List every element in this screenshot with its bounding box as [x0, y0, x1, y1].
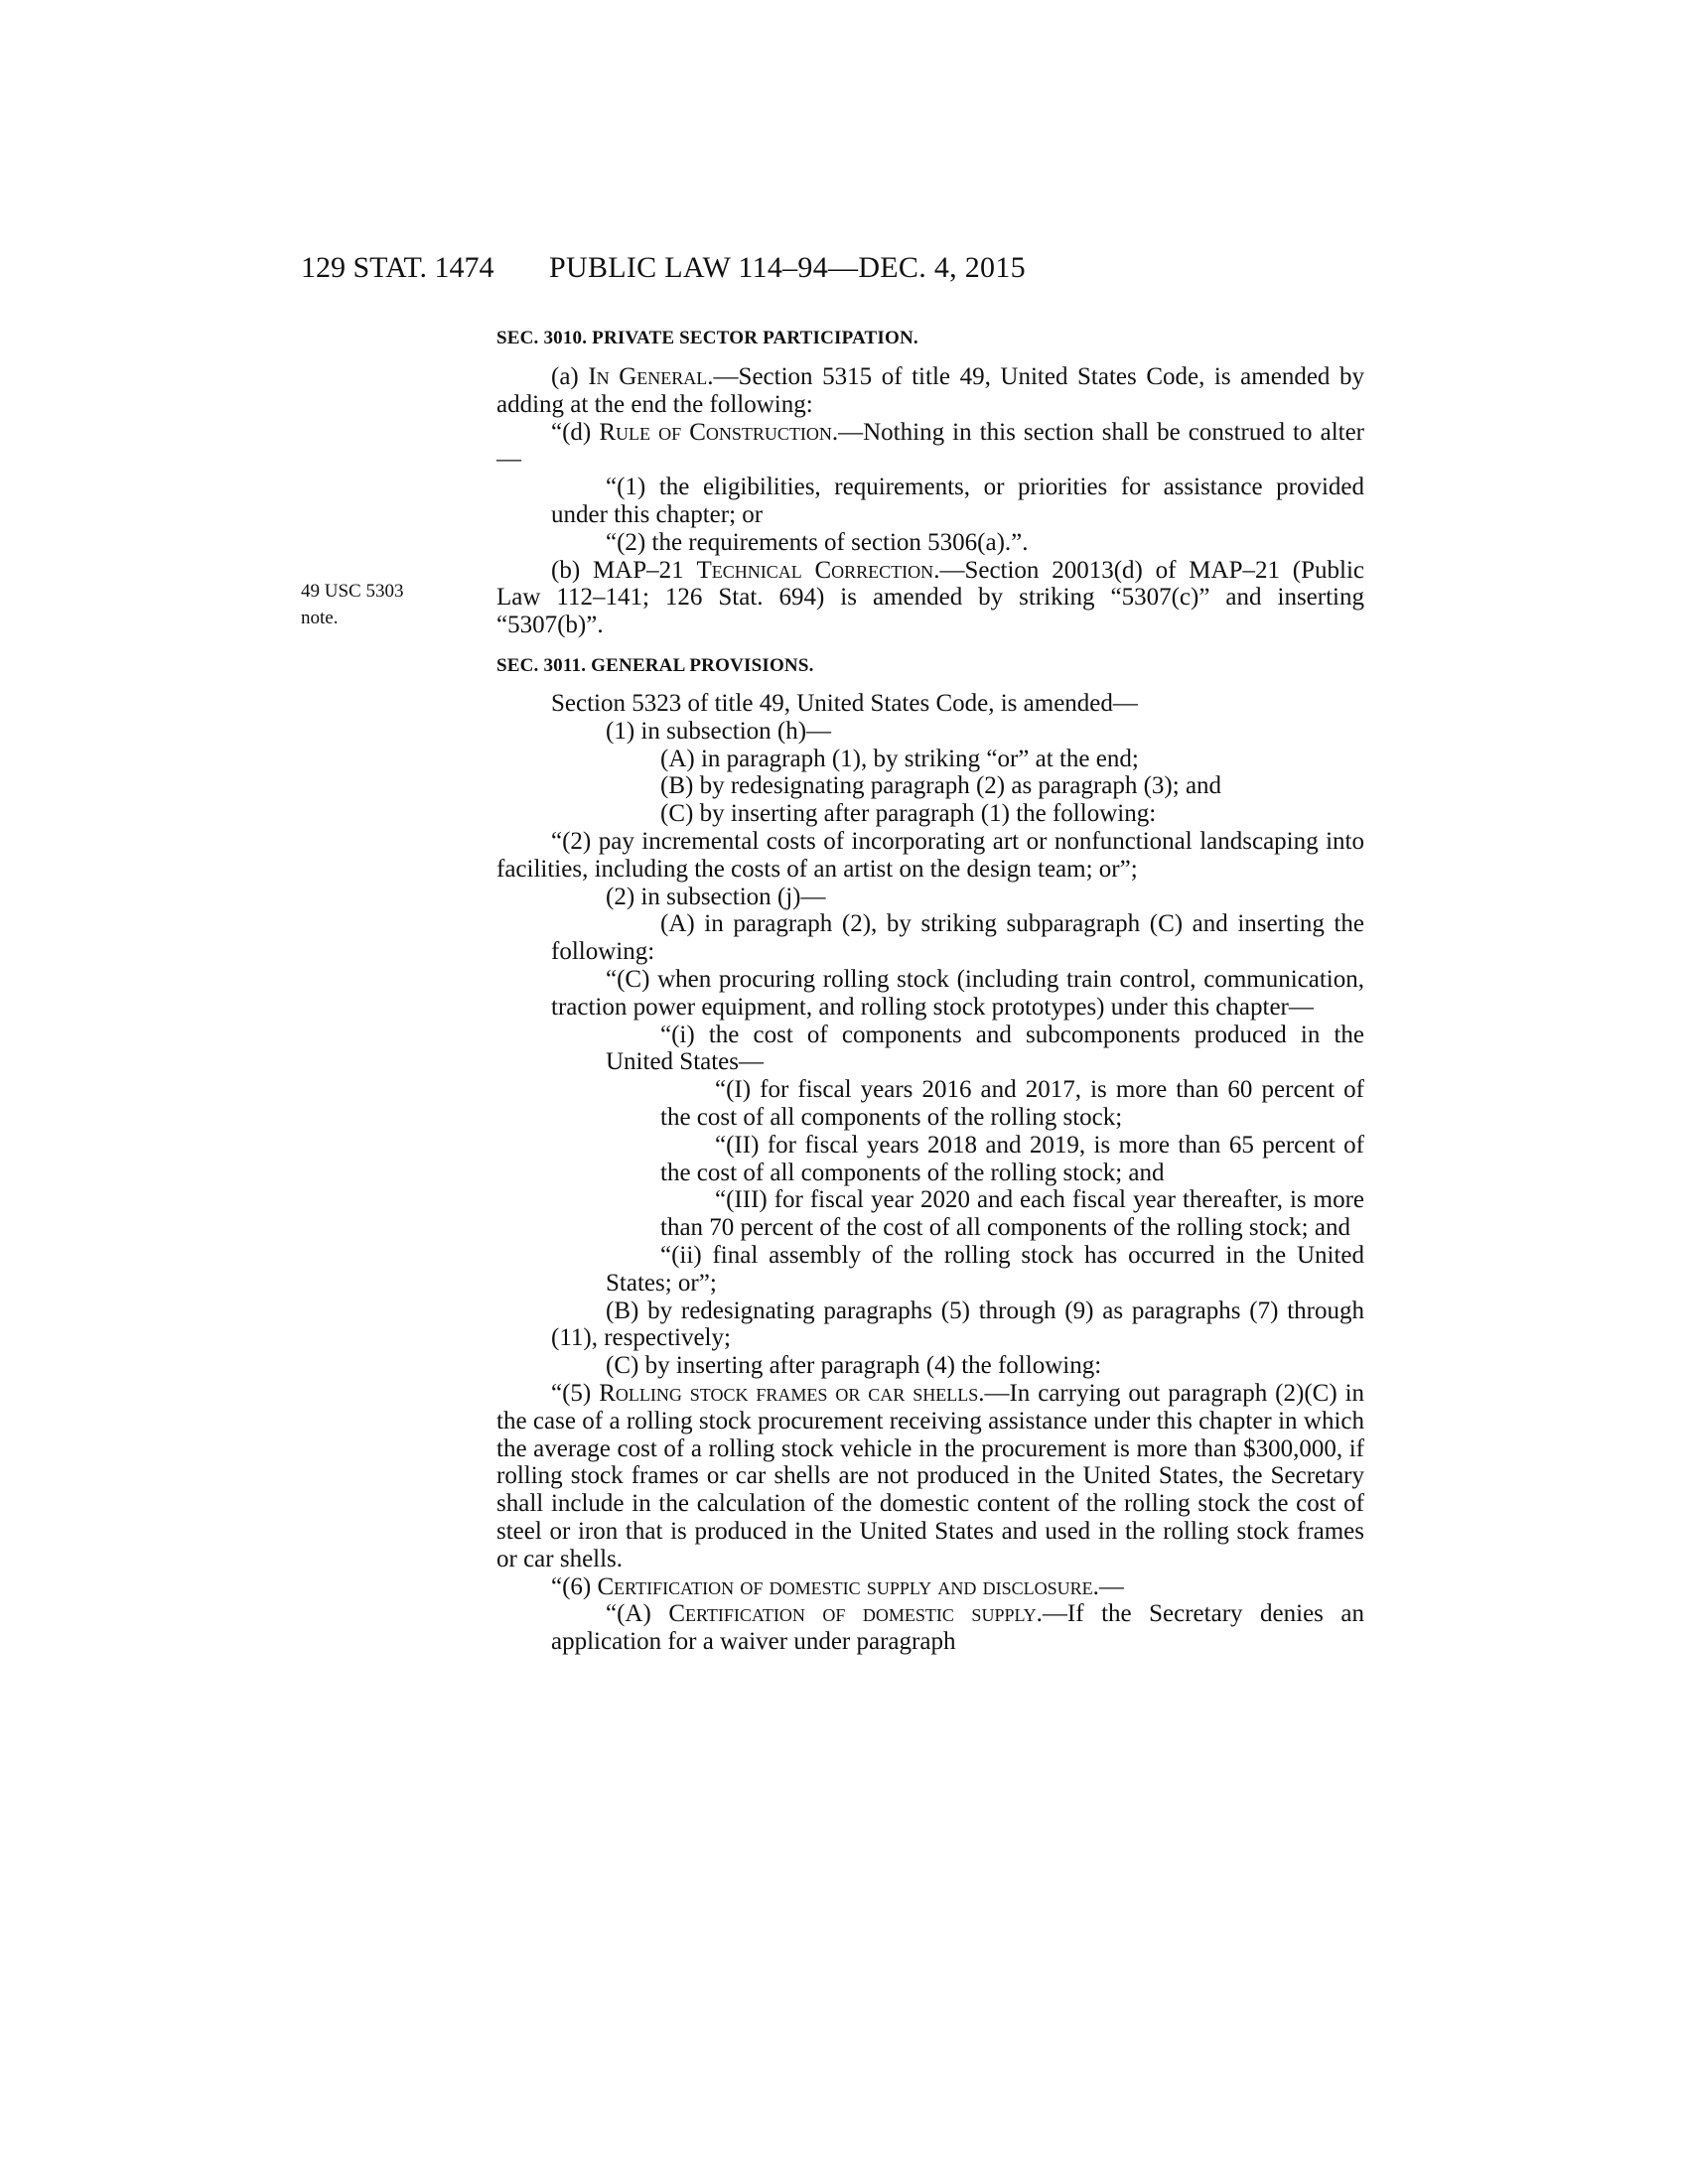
subsection-b-caption: Technical Correction — [696, 556, 934, 584]
subsection-a — [496, 363, 1364, 419]
subparagraph-6-A-text: .—If the Secretary denies an application for a waiver under paragraph — [551, 1600, 1364, 1656]
page-header — [301, 251, 1195, 291]
paragraph-1-B: (B) by redesignating paragraph (2) as paragraph (3); and — [660, 772, 1222, 800]
law-title: PUBLIC LAW 114–94—DEC. 4, 2015 — [549, 251, 1026, 284]
subsection-b-label: (b) MAP–21 — [551, 556, 697, 584]
quoted-clause-i: “(i) the cost of components and subcomponents produced in the United States— — [606, 1021, 1364, 1076]
section-3010-heading: SEC. 3010. PRIVATE SECTOR PARTICIPATION. — [496, 328, 918, 348]
subsection-d-text: .—Nothing in this section shall be construed to alter— — [496, 418, 1365, 474]
section-3011-heading: SEC. 3011. GENERAL PROVISIONS. — [496, 655, 814, 676]
quoted-subsection-d — [496, 419, 1364, 475]
quoted-item-2: “(2) the requirements of section 5306(a).”. — [606, 528, 1029, 556]
paragraph-2-B: (B) by redesignating paragraphs (5) through (9) as paragraphs (7) through (11), respectively; — [551, 1297, 1364, 1352]
paragraph-5-text: .—In carrying out paragraph (2)(C) in the case of a rolling stock procurement receiving assistance under this chapter in which the average cost of a rolling stock vehicle in the procurement is more than $300,000, if rolling stock frames or car shells are not produced in the United States, the Secretary shall include in the calculation of the domestic content of the rolling stock the cost of steel or iron that is produced in the United States and used in the rolling stock frames or car shells. — [496, 1379, 1365, 1572]
subsection-d-caption: Rule of Construction — [599, 418, 832, 446]
section-3010-body — [496, 363, 1364, 639]
quoted-subclause-I: “(I) for fiscal years 2016 and 2017, is more than 60 percent of the cost of all components of the rolling stock; — [660, 1076, 1364, 1131]
paragraph-1: (1) in subsection (h)— — [606, 717, 832, 745]
subsection-a-caption: In General — [588, 363, 708, 390]
quoted-clause-ii: “(ii) final assembly of the rolling stock has occurred in the United States; or”; — [606, 1241, 1364, 1297]
subparagraph-6-A-caption: Certification of domestic supply — [668, 1600, 1037, 1628]
margin-note-line-2: note. — [301, 608, 339, 628]
paragraph-6-caption: Certification of domestic supply and disclosure — [597, 1572, 1093, 1600]
quoted-subparagraph-C: “(C) when procuring rolling stock (including train control, communication, traction power equipment, and rolling stock prototypes) under this chapter— — [551, 965, 1364, 1021]
paragraph-2: (2) in subsection (j)— — [606, 883, 826, 910]
paragraph-5-caption: Rolling stock frames or car shells — [599, 1379, 979, 1407]
quoted-subparagraph-6-A — [496, 1600, 1364, 1656]
quoted-item-1: “(1) the eligibilities, requirements, or priorities for assistance provided under this chapter; or — [551, 474, 1364, 528]
section-3011-intro: Section 5323 of title 49, United States Code, is amended— — [551, 690, 1138, 717]
paragraph-5-label: “(5) — [551, 1379, 600, 1407]
paragraph-6-label: “(6) — [551, 1572, 598, 1600]
section-3011-body — [496, 690, 1364, 1656]
paragraph-2-C: (C) by inserting after paragraph (4) the following: — [606, 1352, 1102, 1380]
subparagraph-6-A-label: “(A) — [606, 1600, 669, 1628]
margin-note — [301, 578, 460, 631]
paragraph-6-text: .— — [1092, 1572, 1124, 1600]
subsection-b-text: .—Section 20013(d) of MAP–21 (Public Law 112–141; 126 Stat. 694) is amended by striking “5307(c)” and inserting “5307(b)”. — [496, 556, 1364, 639]
paragraph-2-A: (A) in paragraph (2), by striking subparagraph (C) and inserting the following: — [551, 910, 1364, 966]
quoted-paragraph-2: “(2) pay incremental costs of incorporating art or nonfunctional landscaping into facilities, including the costs of an artist on the design team; or”; — [496, 827, 1364, 883]
subsection-d-label: “(d) — [551, 418, 600, 446]
quoted-subclause-III: “(III) for fiscal year 2020 and each fiscal year thereafter, is more than 70 percent of the cost of all components of the rolling stock; and — [660, 1186, 1364, 1242]
margin-note-line-1: 49 USC 5303 — [301, 581, 404, 602]
quoted-paragraph-5 — [496, 1380, 1364, 1573]
paragraph-1-C: (C) by inserting after paragraph (1) the following: — [660, 800, 1157, 828]
stat-reference: 129 STAT. 1474 — [301, 251, 494, 284]
quoted-paragraph-6 — [496, 1573, 1364, 1601]
subsection-a-label: (a) — [551, 363, 589, 390]
subsection-b — [496, 557, 1364, 639]
subsection-a-text: .—Section 5315 of title 49, United States Code, is amended by adding at the end the following: — [496, 363, 1364, 418]
paragraph-1-A: (A) in paragraph (1), by striking “or” at the end; — [660, 745, 1139, 772]
quoted-subclause-II: “(II) for fiscal years 2018 and 2019, is more than 65 percent of the cost of all components of the rolling stock; and — [660, 1131, 1364, 1186]
